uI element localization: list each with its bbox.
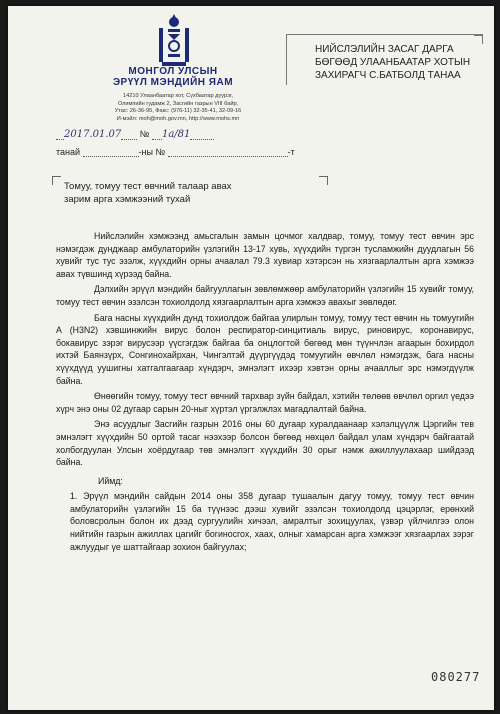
- address-line: 14210 Улаанбаатар хот, Сүхбаатар дүүрэг,: [123, 93, 233, 99]
- org-line-1: МОНГОЛ УЛСЫН: [128, 66, 218, 77]
- address-line: И-мэйл: moh@moh.gov.mn, http://www.mohs.mn: [116, 115, 240, 122]
- tanai-label: танай: [56, 147, 81, 157]
- handwritten-number: 1а/81: [161, 129, 191, 140]
- dotted-line: [56, 131, 64, 140]
- handwritten-date: 2017.01.07: [64, 129, 122, 140]
- subject-block: [64, 180, 324, 210]
- org-line-2: ЭРҮҮЛ МЭНДИЙН ЯАМ: [112, 77, 234, 88]
- subject-line-2: зарим арга хэмжээний тухай: [64, 194, 191, 205]
- therefore-heading: Иймд:: [98, 475, 123, 486]
- paragraph: Өнөөгийн томуу, томуу тест өвчний тархвар зүйн байдал, хэтийн төлөөв өвчлөл оргил үедээ хүрч энэ оны 02 дугаар сарын 20-ныг хүртэл үргэлжлэх магадлалтай байна.: [56, 391, 474, 414]
- outgoing-reference: [56, 129, 214, 140]
- subject-line-1: Томуу, томуу тест өвчний талаар авах: [64, 181, 232, 192]
- recipient-line-1: НИЙСЛЭЛИЙН ЗАСАГ ДАРГА: [315, 44, 454, 55]
- letter-page: [8, 6, 494, 710]
- document-serial-number: 080277: [431, 670, 481, 684]
- paragraph: Дэлхийн эрүүл мэндийн байгууллагын зөвлөмжөөр амбулаторийн үзлэгийн 15 хувийг томуу, томуу тест өвчин эзэлсэн тохиолдолд хязгаарлалтын арга хэмжээ авахыг зөвлөдөг.: [56, 284, 474, 307]
- bracket-mark: [319, 176, 328, 185]
- recipient-line-2: БӨГӨӨД УЛААНБААТАР ХОТЫН: [315, 57, 471, 68]
- ministry-name: [88, 66, 258, 88]
- dotted-line: [121, 131, 137, 140]
- recipient-text: [315, 43, 470, 82]
- bracket-mark: [474, 35, 483, 44]
- soyombo-emblem-icon: [156, 14, 192, 68]
- dotted-line: [190, 131, 214, 140]
- list-item: 1. Эрүүл мэндийн сайдын 2014 оны 358 дугаар тушаалын дагуу томуу, томуу тест өвчин амбулаторийн үзлэгийн 15 ба түүнээс дээш хувийг эзэлсэн тохиолдолд цэцэрлэг, ерөнхий боловсролын болон их дээд сургуулийн хичээл, амралтыг зохицуулах, үзвэр үйлчилгээ олон нийтийн газрын ажиллах цагийг богиносгох, хаах, олныг хамарсан арга хэмжээг хязгаарлах зэрэг ажлуудыг үе шаттайгаар зохион байгуулах;: [70, 491, 474, 552]
- ny-label: -ны №: [138, 147, 166, 157]
- paragraph: Нийслэлийн хэмжээнд амьсгалын замын цочмог халдвар, томуу, томуу тест өвчин эрс нэмэгдэж дунджаар амбулаторийн үзлэгийн 13-17 хувь, хүүхдийн түргэн тусламжийн дуудлагын 56 хувийг тус тус эзэлж, хүүхдийн орны ачаалал 79.3 хувиар хэтэрсэн нь хязгаарлалтын арга хэмжээ авах түвшинд хүрээд байна.: [56, 231, 474, 279]
- paragraph: Бага насны хүүхдийн дунд тохиолдож байгаа улирлын томуу, томуу тест өвчин нь томуугийн А (H3N2) хэвшинжийн вирус болон респиратор-синцитиаль вирус, риновирус, коронавирус, бокавирус зэрэг вирусээр үүсгэгдэж байгаа ба онцлогтой бөгөөд мөн түүнчлэн агаарын бохирдол ихтэй Баянзүрх, Сонгинохайрхан, Чингэлтэй дүүргүүдэд томуугийн өвчлөл нэмэгдэж, бага насны хүүхдүүд уушигны хатгалгаагаар хүндэрч, эмнэлэгт ихээр хэвтэн орны ачааллыг эрс нэмэгдүүлж байна.: [56, 312, 474, 386]
- paragraph: Энэ асуудлыг Засгийн газрын 2016 оны 60 дугаар хуралдаанаар хэлэлцүүлж Цэргийн тев эмнэлэгт хүүхдийн 50 ортой тасаг нээхээр болсон бөгөөд нөхцөл байдал улам хүндэрч байгаатай холбогдуулан Улсын хоёрдугаар төв эмнэлэгт хүүхдийн 30 орыг нэмж ажиллуулахаар шийдээд байна.: [56, 419, 474, 468]
- t-label: -т: [287, 147, 295, 157]
- number-label: №: [139, 129, 150, 139]
- incoming-reference: [56, 147, 295, 157]
- ministry-address: [88, 93, 268, 123]
- address-line: Олимпийн гудамж 2, Засгийн газрын VIII байр,: [117, 100, 239, 107]
- recipient-block: [286, 34, 483, 85]
- letter-body: [56, 230, 474, 556]
- bracket-mark: [52, 176, 61, 185]
- dotted-line: [152, 131, 162, 140]
- dotted-line: [83, 148, 139, 157]
- recipient-line-3: ЗАХИРАГЧ С.БАТБОЛД ТАНАА: [315, 70, 461, 81]
- dotted-line: [168, 148, 288, 157]
- address-line: Утас: 26-36-95, Факс: (976-11) 32-35-41, 32-09-16: [114, 108, 242, 114]
